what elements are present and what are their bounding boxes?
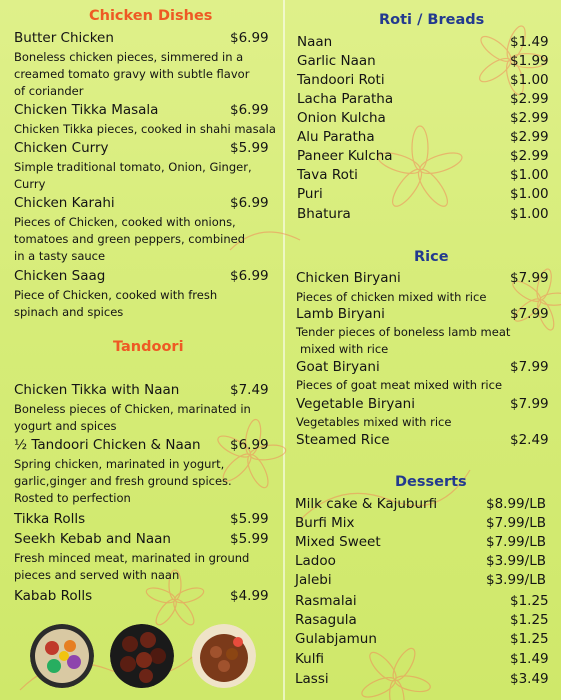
menu-item-desc: Boneless pieces of Chicken, marinated in — [14, 402, 251, 416]
menu-item-price: $6.99 — [230, 30, 269, 46]
menu-item-price: $7.99/LB — [486, 534, 546, 550]
menu-item-price: $1.99 — [510, 53, 549, 69]
food-photo-sweets — [110, 624, 174, 688]
section-title-chicken: Chicken Dishes — [89, 8, 213, 24]
menu-item-name: Paneer Kulcha — [297, 148, 393, 164]
menu-item-desc: Piece of Chicken, cooked with fresh — [14, 288, 218, 302]
menu-item-price: $7.99 — [510, 270, 549, 286]
menu-item-name: Vegetable Biryani — [296, 396, 415, 412]
menu-item-name: Gulabjamun — [295, 631, 377, 647]
menu-item-price: $7.99 — [510, 359, 549, 375]
menu-item-name: Jalebi — [295, 572, 332, 588]
menu-item-name: Chicken Tikka with Naan — [14, 382, 180, 398]
menu-item-price: $6.99 — [230, 268, 269, 284]
menu-item-price: $7.99 — [510, 306, 549, 322]
menu-item-name: Chicken Karahi — [14, 195, 115, 211]
menu-item-price: $5.99 — [230, 531, 269, 547]
menu-item-desc: Chicken Tikka pieces, cooked in shahi masala — [14, 122, 276, 136]
menu-item-name: Milk cake & Kajuburfi — [295, 496, 438, 512]
menu-item-name: Alu Paratha — [297, 129, 375, 145]
menu-item-name: Lacha Paratha — [297, 91, 394, 107]
menu-item-name: Kulfi — [295, 651, 324, 667]
menu-item-price: $6.99 — [230, 102, 269, 118]
menu-item-price: $1.49 — [510, 651, 549, 667]
menu-item-price: $2.99 — [510, 148, 549, 164]
menu-item-desc: Rosted to perfection — [14, 491, 131, 505]
menu-item-price: $3.99/LB — [486, 572, 546, 588]
menu-item-name: Butter Chicken — [14, 30, 114, 46]
menu-item-desc: Fresh minced meat, marinated in ground — [14, 551, 250, 565]
menu-item-price: $5.99 — [230, 511, 269, 527]
menu-item-desc: yogurt and spices — [14, 419, 117, 433]
menu-item-name: Seekh Kebab and Naan — [14, 531, 171, 547]
menu-item-price: $2.99 — [510, 129, 549, 145]
menu-item-name: Mixed Sweet — [295, 534, 381, 550]
menu-item-desc: Spring chicken, marinated in yogurt, — [14, 457, 225, 471]
menu-item-price: $1.25 — [510, 593, 549, 609]
menu-item-name: Lamb Biryani — [296, 306, 385, 322]
menu-item-desc: Pieces of chicken mixed with rice — [296, 290, 487, 304]
menu-item-desc: Tender pieces of boneless lamb meat — [296, 325, 511, 339]
menu-item-name: Ladoo — [295, 553, 336, 569]
menu-item-price: $5.99 — [230, 140, 269, 156]
menu-item-price: $2.49 — [510, 432, 549, 448]
menu-item-name: Onion Kulcha — [297, 110, 386, 126]
menu-item-price: $7.49 — [230, 382, 269, 398]
menu-item-name: Tava Roti — [297, 167, 358, 183]
menu-item-price: $7.99 — [510, 396, 549, 412]
menu-item-name: Kabab Rolls — [14, 588, 93, 604]
menu-item-price: $7.99/LB — [486, 515, 546, 531]
menu-item-name: ½ Tandoori Chicken & Naan — [14, 437, 201, 453]
menu-item-price: $1.00 — [510, 186, 549, 202]
menu-item-desc: Pieces of goat meat mixed with rice — [296, 378, 503, 392]
menu-item-desc: garlic,ginger and fresh ground spices. — [14, 474, 232, 488]
menu-item-name: Tikka Rolls — [14, 511, 86, 527]
menu-item-price: $1.25 — [510, 631, 549, 647]
menu-item-name: Bhatura — [297, 206, 351, 222]
menu-item-name: Naan — [297, 34, 333, 50]
menu-item-price: $8.99/LB — [486, 496, 546, 512]
menu-item-name: Chicken Saag — [14, 268, 106, 284]
menu-item-price: $3.99/LB — [486, 553, 546, 569]
menu-item-name: Chicken Biryani — [296, 270, 401, 286]
menu-item-name: Goat Biryani — [296, 359, 380, 375]
menu-item-price: $1.00 — [510, 72, 549, 88]
menu-item-name: Rasagula — [295, 612, 357, 628]
menu-item-price: $4.99 — [230, 588, 269, 604]
menu-item-name: Chicken Tikka Masala — [14, 102, 159, 118]
menu-item-price: $1.25 — [510, 612, 549, 628]
menu-item-name: Garlic Naan — [297, 53, 376, 69]
menu-item-desc: of coriander — [14, 84, 84, 98]
menu-item-price: $3.49 — [510, 671, 549, 687]
menu-item-desc: pieces and served with naan — [14, 568, 180, 582]
column-divider — [283, 0, 285, 700]
section-title-desserts: Desserts — [395, 474, 467, 490]
menu-item-name: Steamed Rice — [296, 432, 390, 448]
menu-item-price: $6.99 — [230, 437, 269, 453]
menu-item-name: Tandoori Roti — [297, 72, 385, 88]
menu-item-desc: Vegetables mixed with rice — [296, 415, 452, 429]
menu-item-price: $1.00 — [510, 206, 549, 222]
menu-item-desc: Simple traditional tomato, Onion, Ginger, — [14, 160, 252, 174]
menu-item-desc: Curry — [14, 177, 46, 191]
food-photo-platter — [30, 624, 94, 688]
menu-item-desc: in a tasty sauce — [14, 249, 106, 263]
menu-item-name: Rasmalai — [295, 593, 357, 609]
menu-item-desc: creamed tomato gravy with subtle flavor — [14, 67, 250, 81]
menu-item-price: $1.00 — [510, 167, 549, 183]
section-title-roti: Roti / Breads — [379, 12, 485, 28]
section-title-tandoori: Tandoori — [113, 339, 184, 355]
section-title-rice: Rice — [414, 249, 449, 265]
menu-item-name: Burfi Mix — [295, 515, 355, 531]
menu-item-desc: tomatoes and green peppers, combined — [14, 232, 246, 246]
menu-item-desc: spinach and spices — [14, 305, 124, 319]
menu-item-name: Puri — [297, 186, 323, 202]
menu-item-desc: mixed with rice — [300, 342, 389, 356]
menu-item-name: Chicken Curry — [14, 140, 109, 156]
menu-item-price: $2.99 — [510, 91, 549, 107]
food-photo-kebab — [192, 624, 256, 688]
menu-item-desc: Pieces of Chicken, cooked with onions, — [14, 215, 236, 229]
menu-item-desc: Boneless chicken pieces, simmered in a — [14, 50, 244, 64]
menu-item-price: $6.99 — [230, 195, 269, 211]
menu-item-price: $2.99 — [510, 110, 549, 126]
menu-item-price: $1.49 — [510, 34, 549, 50]
menu-item-name: Lassi — [295, 671, 329, 687]
